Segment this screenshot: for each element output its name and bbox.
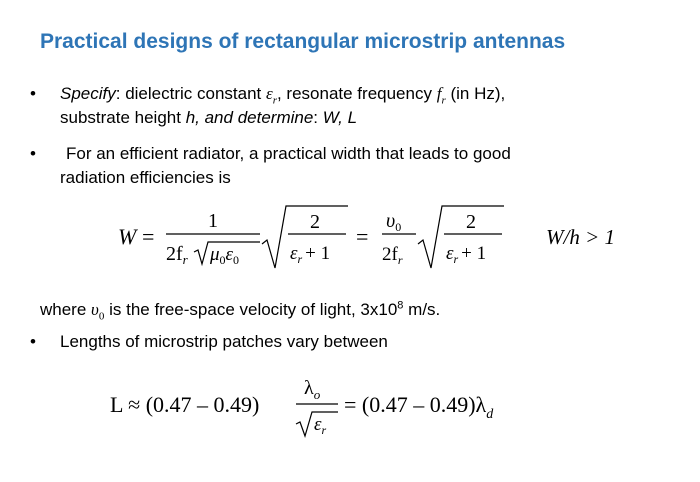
where-line (40, 298, 440, 322)
freq-sub: r (441, 94, 446, 107)
eq-num1: 1 (208, 210, 218, 232)
eq-den3: $2f_r$ (382, 244, 403, 267)
length-equation (100, 372, 570, 442)
where-text: where (40, 300, 87, 319)
hz-text: (in Hz), (450, 84, 506, 103)
v0-sub: 0 (98, 310, 105, 323)
velocity-text: is the free-space velocity of light, 3x10 (109, 300, 398, 319)
eq-eps-r: $\varepsilon_r$ (314, 414, 327, 437)
eq-w: W (118, 224, 137, 249)
eq-l-lhs: L ≈ (0.47 – 0.49) (110, 392, 260, 417)
eq-num3: $\upsilon_0$ (386, 210, 402, 234)
h-determine-text: h, and determine (185, 108, 314, 127)
specify-label: Specify (60, 84, 116, 103)
substrate-text: substrate height (60, 108, 181, 127)
slide-title: Practical designs of rectangular microstrip antennas (40, 30, 566, 53)
freq-symbol: f (436, 84, 442, 103)
width-equation (110, 204, 670, 274)
eq-den4: $\varepsilon_r + 1$ (446, 243, 487, 266)
eq-l-rhs: = $(0.47 - 0.49)\lambda_d$ (344, 392, 494, 422)
efficient-line2: radiation efficiencies is (60, 168, 231, 187)
resonate-text: , resonate frequency (276, 84, 432, 103)
bullet-dot: • (30, 144, 36, 163)
eq-lambda0: $\lambda_o$ (304, 377, 321, 402)
eq-num4: 2 (466, 211, 476, 233)
eq-equals-2: = (356, 224, 369, 249)
eq-num2: 2 (310, 211, 320, 233)
eq-den2: $\varepsilon_r + 1$ (290, 243, 331, 266)
units-text: m/s. (408, 300, 441, 319)
epsilon-symbol: ε (266, 84, 273, 103)
v0-symbol: υ (91, 300, 99, 319)
bullet-dot: • (30, 332, 36, 351)
eq-equals: = (142, 224, 155, 249)
eq-mu-eps: $\mu_0\varepsilon_0$ (210, 244, 240, 267)
efficient-line1: For an efficient radiator, a practical width that leads to good (66, 144, 511, 163)
epsilon-sub: r (272, 94, 277, 107)
lengths-text: Lengths of microstrip patches vary between (60, 332, 388, 351)
exponent-8: 8 (397, 299, 404, 312)
bullet-dot: • (30, 84, 36, 103)
wl-text: W, L (322, 108, 358, 127)
eq-condition: W/h > 1 (546, 225, 615, 249)
colon-text: : (313, 108, 319, 127)
specify-text: : dielectric constant (115, 84, 262, 103)
eq-den1: $2f_r$ (166, 243, 188, 267)
